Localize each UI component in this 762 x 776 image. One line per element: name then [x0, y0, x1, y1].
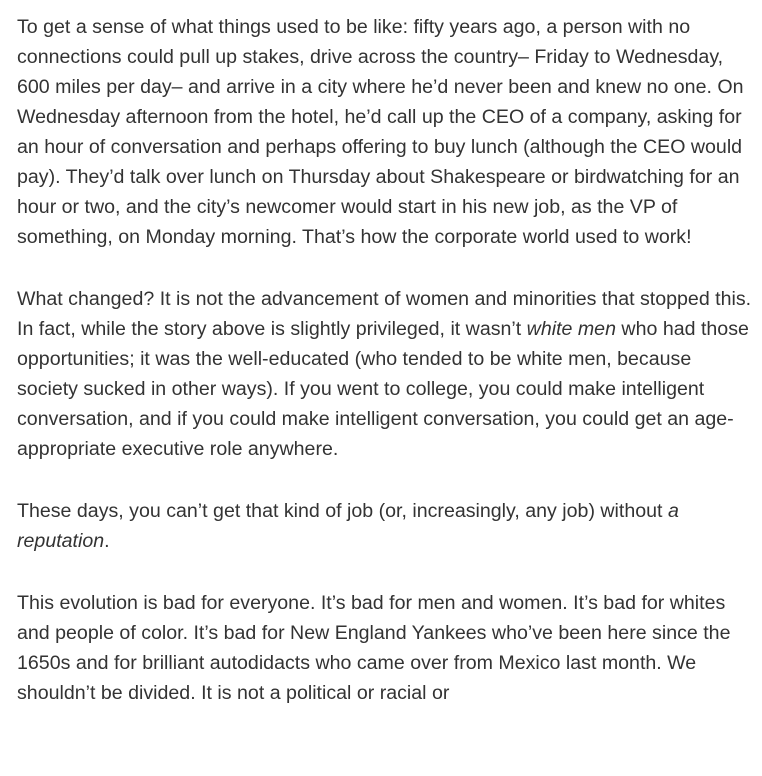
paragraph-3-text-end: . — [104, 530, 110, 552]
paragraph-1 — [17, 12, 752, 252]
article-body — [17, 12, 752, 740]
paragraph-4 — [17, 588, 752, 708]
paragraph-3-emphasis: a reputation — [17, 500, 679, 552]
paragraph-3 — [17, 496, 752, 556]
paragraph-2 — [17, 284, 752, 464]
paragraph-3-text-start: These days, you can’t get that kind of job (or, increasingly, any job) without — [17, 500, 668, 522]
paragraph-2-emphasis: white men — [526, 318, 616, 340]
paragraph-2-text-end: who had those opportunities; it was the well-educated (who tended to be white men, because society sucked in other ways). If you went to college, you could make intelligent conversation, and if you could make intelligent conversation, you could get an age-appropriate executive role anywhere. — [17, 318, 749, 460]
paragraph-1-text: To get a sense of what things used to be like: fifty years ago, a person with no connections could pull up stakes, drive across the country– Friday to Wednesday, 600 miles per day– and arrive in a city where he’d never been and knew no one. On Wednesday afternoon from the hotel, he’d call up the CEO of a company, asking for an hour of conversation and perhaps offering to buy lunch (although the CEO would pay). They’d talk over lunch on Thursday about Shakespeare or birdwatching for an hour or two, and the city’s newcomer would start in his new job, as the VP of something, on Monday morning. That’s how the corporate world used to work! — [17, 16, 744, 248]
paragraph-4-text: This evolution is bad for everyone. It’s bad for men and women. It’s bad for whites and people of color. It’s bad for New England Yankees who’ve been here since the 1650s and for brilliant autodidacts who came over from Mexico last month. We shouldn’t be divided. It is not a political or racial or — [17, 592, 731, 704]
paragraph-2-text-start: What changed? It is not the advancement of women and minorities that stopped this. In fact, while the story above is slightly privileged, it wasn’t — [17, 288, 752, 340]
